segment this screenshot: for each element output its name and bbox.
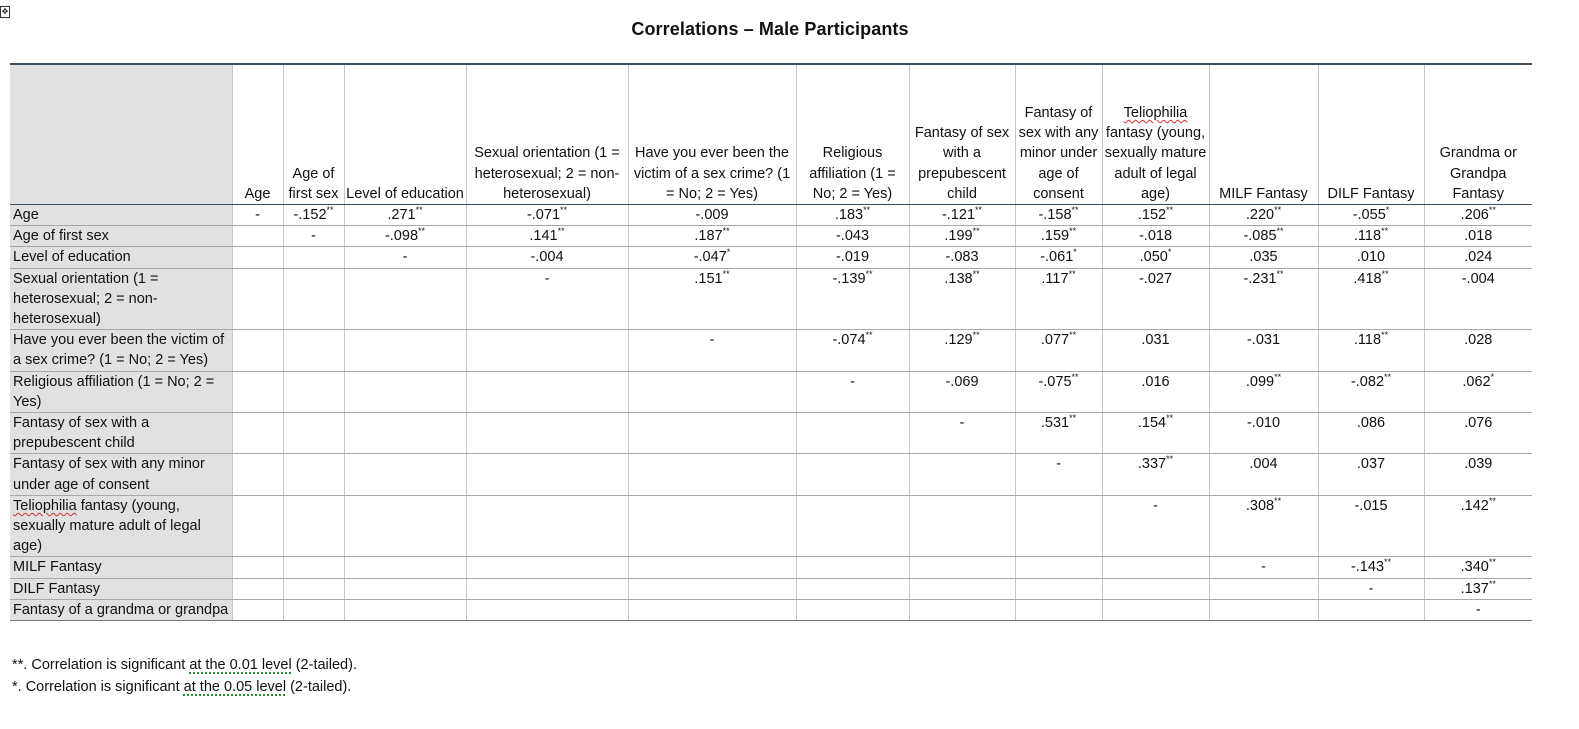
- table-cell: [283, 371, 344, 412]
- table-cell: -.098**: [344, 226, 466, 247]
- table-cell: [283, 599, 344, 620]
- footnote-text: (2-tailed).: [291, 657, 357, 673]
- column-header: DILF Fantasy: [1318, 64, 1424, 205]
- significance-marker: **: [1274, 496, 1282, 507]
- table-cell: [466, 599, 628, 620]
- table-cell: [232, 268, 283, 330]
- table-cell: -.074**: [796, 330, 909, 371]
- table-cell: [232, 557, 283, 578]
- table-row: [10, 371, 1532, 412]
- significance-marker: *: [1385, 205, 1390, 216]
- table-cell: .129**: [909, 330, 1015, 371]
- table-row: [10, 330, 1532, 371]
- table-move-handle-icon[interactable]: ✥: [1, 7, 9, 16]
- table-cell: -: [909, 413, 1015, 454]
- row-label: Teliophilia fantasy (young, sexually mature adult of legal age): [10, 495, 232, 557]
- column-header: Level of education: [344, 64, 466, 205]
- table-cell: [283, 330, 344, 371]
- table-cell: .152**: [1102, 205, 1209, 226]
- column-header: Age: [232, 64, 283, 205]
- table-cell: .418**: [1318, 268, 1424, 330]
- table-cell: -: [1015, 454, 1102, 495]
- table-cell: -.085**: [1209, 226, 1318, 247]
- significance-marker: **: [1276, 268, 1284, 279]
- table-cell: .159**: [1015, 226, 1102, 247]
- table-cell: .039: [1424, 454, 1532, 495]
- table-row: [10, 599, 1532, 620]
- significance-marker: **: [865, 330, 873, 341]
- significance-marker: **: [418, 226, 426, 237]
- significance-marker: **: [722, 268, 730, 279]
- table-cell: [344, 413, 466, 454]
- significance-marker: *: [1490, 371, 1495, 382]
- table-cell: .086: [1318, 413, 1424, 454]
- table-row: [10, 226, 1532, 247]
- table-cell: .154**: [1102, 413, 1209, 454]
- table-cell: .018: [1424, 226, 1532, 247]
- table-row: [10, 268, 1532, 330]
- table-cell: .308**: [1209, 495, 1318, 557]
- column-header: Sexual orientation (1 = heterosexual; 2 = non-heterosexual): [466, 64, 628, 205]
- footnote-text: . Correlation is significant: [23, 657, 190, 673]
- footnote-marker: **: [12, 657, 24, 673]
- column-header: MILF Fantasy: [1209, 64, 1318, 205]
- table-cell: .187**: [628, 226, 796, 247]
- table-row: [10, 247, 1532, 268]
- table-cell: -.004: [466, 247, 628, 268]
- significance-marker: **: [1488, 496, 1496, 507]
- table-cell: [1102, 599, 1209, 620]
- table-cell: [1209, 599, 1318, 620]
- spellcheck-flag: Teliophilia: [13, 497, 77, 514]
- table-cell: [1318, 599, 1424, 620]
- table-cell: .340**: [1424, 557, 1532, 578]
- table-cell: .004: [1209, 454, 1318, 495]
- significance-marker: **: [1068, 268, 1076, 279]
- significance-marker: **: [560, 205, 568, 216]
- table-cell: -.152**: [283, 205, 344, 226]
- table-cell: -.069: [909, 371, 1015, 412]
- table-cell: -.075**: [1015, 371, 1102, 412]
- table-cell: [466, 330, 628, 371]
- table-cell: .031: [1102, 330, 1209, 371]
- footnote-underlined-text: at the 0.01 level: [189, 657, 292, 673]
- table-cell: -: [796, 371, 909, 412]
- table-cell: [796, 599, 909, 620]
- column-header: Fantasy of sex with a prepubescent child: [909, 64, 1015, 205]
- column-header: Teliophilia fantasy (young, sexually mature adult of legal age): [1102, 64, 1209, 205]
- table-row: [10, 454, 1532, 495]
- table-cell: -: [1102, 495, 1209, 557]
- table-cell: .137**: [1424, 578, 1532, 599]
- table-cell: [344, 371, 466, 412]
- table-cell: .142**: [1424, 495, 1532, 557]
- significance-marker: **: [415, 205, 423, 216]
- footnote-p01: [12, 657, 357, 673]
- table-cell: [466, 557, 628, 578]
- significance-marker: **: [1069, 330, 1077, 341]
- table-cell: -.139**: [796, 268, 909, 330]
- table-cell: .024: [1424, 247, 1532, 268]
- table-cell: -.055*: [1318, 205, 1424, 226]
- table-cell: -: [283, 226, 344, 247]
- table-cell: [628, 413, 796, 454]
- table-cell: [344, 495, 466, 557]
- table-cell: [232, 247, 283, 268]
- table-cell: .050*: [1102, 247, 1209, 268]
- table-cell: .141**: [466, 226, 628, 247]
- significance-marker: **: [1166, 413, 1174, 424]
- row-label: Fantasy of sex with any minor under age of consent: [10, 454, 232, 495]
- table-cell: -.061*: [1015, 247, 1102, 268]
- table-cell: [232, 413, 283, 454]
- significance-marker: **: [557, 226, 565, 237]
- table-cell: [1015, 578, 1102, 599]
- significance-marker: **: [1166, 205, 1174, 216]
- table-cell: .271**: [344, 205, 466, 226]
- table-cell: [466, 454, 628, 495]
- row-label: Sexual orientation (1 = heterosexual; 2 = non-heterosexual): [10, 268, 232, 330]
- column-header: Age of first sex: [283, 64, 344, 205]
- significance-marker: *: [1167, 247, 1172, 258]
- table-cell: .151**: [628, 268, 796, 330]
- significance-marker: *: [1073, 247, 1077, 258]
- table-cell: [466, 371, 628, 412]
- table-cell: -.082**: [1318, 371, 1424, 412]
- table-cell: -.010: [1209, 413, 1318, 454]
- table-cell: .010: [1318, 247, 1424, 268]
- column-header: Religious affiliation (1 = No; 2 = Yes): [796, 64, 909, 205]
- significance-marker: **: [972, 268, 980, 279]
- significance-marker: **: [1381, 226, 1389, 237]
- table-cell: [628, 599, 796, 620]
- table-cell: [344, 454, 466, 495]
- table-cell: [344, 578, 466, 599]
- table-cell: -.018: [1102, 226, 1209, 247]
- table-cell: .035: [1209, 247, 1318, 268]
- row-label: DILF Fantasy: [10, 578, 232, 599]
- table-body: [10, 205, 1532, 621]
- significance-marker: **: [1274, 371, 1282, 382]
- row-label: Have you ever been the victim of a sex crime? (1 = No; 2 = Yes): [10, 330, 232, 371]
- table-cell: -: [1209, 557, 1318, 578]
- table-cell: -.047*: [628, 247, 796, 268]
- table-cell: .016: [1102, 371, 1209, 412]
- table-cell: .118**: [1318, 226, 1424, 247]
- significance-marker: **: [1071, 205, 1079, 216]
- significance-marker: **: [863, 205, 871, 216]
- row-label: Level of education: [10, 247, 232, 268]
- row-label: Fantasy of sex with a prepubescent child: [10, 413, 232, 454]
- table-cell: -.143**: [1318, 557, 1424, 578]
- table-row: [10, 413, 1532, 454]
- table-row: [10, 205, 1532, 226]
- table-cell: [283, 557, 344, 578]
- table-cell: -: [1424, 599, 1532, 620]
- header-row: [10, 64, 1532, 205]
- table-row: [10, 578, 1532, 599]
- significance-marker: **: [1488, 578, 1496, 589]
- table-cell: [909, 557, 1015, 578]
- table-cell: .183**: [796, 205, 909, 226]
- footnote-text: . Correlation is significant: [17, 679, 184, 695]
- table-cell: [466, 495, 628, 557]
- table-cell: [466, 413, 628, 454]
- table-cell: .531**: [1015, 413, 1102, 454]
- table-cell: -: [344, 247, 466, 268]
- column-header: Have you ever been the victim of a sex crime? (1 = No; 2 = Yes): [628, 64, 796, 205]
- table-cell: -.121**: [909, 205, 1015, 226]
- table-cell: -: [232, 205, 283, 226]
- correlation-table: [10, 63, 1532, 621]
- table-cell: .037: [1318, 454, 1424, 495]
- table-cell: [283, 454, 344, 495]
- table-cell: [628, 495, 796, 557]
- row-label: Age of first sex: [10, 226, 232, 247]
- corner-cell: [10, 64, 232, 205]
- table-cell: [344, 268, 466, 330]
- row-label: MILF Fantasy: [10, 557, 232, 578]
- table-cell: .138**: [909, 268, 1015, 330]
- table-title: Correlations – Male Participants: [631, 19, 909, 39]
- table-cell: -.009: [628, 205, 796, 226]
- significance-marker: **: [1276, 226, 1284, 237]
- table-cell: .337**: [1102, 454, 1209, 495]
- table-cell: [283, 247, 344, 268]
- significance-marker: **: [1069, 226, 1077, 237]
- table-cell: [909, 578, 1015, 599]
- footnote-underlined-text: at the 0.05 level: [183, 679, 287, 695]
- table-cell: [232, 599, 283, 620]
- row-label: Fantasy of a grandma or grandpa: [10, 599, 232, 620]
- table-cell: [283, 268, 344, 330]
- table-cell: .206**: [1424, 205, 1532, 226]
- table-cell: [1102, 557, 1209, 578]
- table-cell: [796, 454, 909, 495]
- table-row: [10, 495, 1532, 557]
- footnote-p05: [12, 679, 351, 695]
- table-cell: [344, 599, 466, 620]
- table-cell: [232, 330, 283, 371]
- table-cell: [466, 578, 628, 599]
- table-cell: [1015, 557, 1102, 578]
- table-cell: [232, 454, 283, 495]
- table-cell: [232, 226, 283, 247]
- significance-marker: **: [1166, 454, 1174, 465]
- significance-marker: **: [1384, 557, 1392, 568]
- table-cell: [909, 454, 1015, 495]
- column-header: Fantasy of sex with any minor under age of consent: [1015, 64, 1102, 205]
- table-cell: -.019: [796, 247, 909, 268]
- table-cell: [232, 495, 283, 557]
- significance-marker: **: [972, 330, 980, 341]
- table-cell: [283, 578, 344, 599]
- table-cell: -.083: [909, 247, 1015, 268]
- column-header: Grandma or Grandpa Fantasy: [1424, 64, 1532, 205]
- footnote-text: (2-tailed).: [286, 679, 352, 695]
- table-cell: -.027: [1102, 268, 1209, 330]
- table-cell: .117**: [1015, 268, 1102, 330]
- table-cell: -: [1318, 578, 1424, 599]
- table-cell: -: [466, 268, 628, 330]
- table-cell: [1015, 495, 1102, 557]
- table-cell: -.158**: [1015, 205, 1102, 226]
- table-cell: .077**: [1015, 330, 1102, 371]
- significance-marker: **: [975, 205, 983, 216]
- table-row: [10, 557, 1532, 578]
- table-cell: .099**: [1209, 371, 1318, 412]
- table-cell: [283, 413, 344, 454]
- table-cell: .220**: [1209, 205, 1318, 226]
- table-cell: [344, 557, 466, 578]
- table-cell: [1102, 578, 1209, 599]
- significance-marker: **: [972, 226, 980, 237]
- significance-marker: **: [1384, 371, 1392, 382]
- table-cell: .076: [1424, 413, 1532, 454]
- table-cell: -.004: [1424, 268, 1532, 330]
- table-cell: [909, 599, 1015, 620]
- footnote-marker: *: [12, 679, 18, 695]
- table-cell: [796, 413, 909, 454]
- spellcheck-flag: Teliophilia: [1123, 104, 1188, 121]
- table-cell: [796, 495, 909, 557]
- significance-marker: **: [1488, 205, 1496, 216]
- table-cell: [796, 557, 909, 578]
- table-cell: .199**: [909, 226, 1015, 247]
- table-cell: [344, 330, 466, 371]
- significance-marker: **: [1069, 413, 1077, 424]
- table-cell: -: [628, 330, 796, 371]
- table-cell: .028: [1424, 330, 1532, 371]
- table-cell: [232, 578, 283, 599]
- table-cell: -.043: [796, 226, 909, 247]
- table-cell: -.231**: [1209, 268, 1318, 330]
- table-cell: [628, 454, 796, 495]
- table-cell: -.031: [1209, 330, 1318, 371]
- table-cell: [1209, 578, 1318, 599]
- significance-marker: **: [1381, 330, 1389, 341]
- significance-marker: **: [1071, 371, 1079, 382]
- table-cell: .062*: [1424, 371, 1532, 412]
- significance-marker: **: [1274, 205, 1282, 216]
- significance-marker: **: [1381, 268, 1389, 279]
- table-cell: [628, 578, 796, 599]
- table-cell: [1015, 599, 1102, 620]
- row-label: Age: [10, 205, 232, 226]
- significance-marker: *: [726, 247, 731, 258]
- table-cell: -.015: [1318, 495, 1424, 557]
- row-label: Religious affiliation (1 = No; 2 = Yes): [10, 371, 232, 412]
- table-cell: [628, 371, 796, 412]
- table-cell: -.071**: [466, 205, 628, 226]
- table-cell: [232, 371, 283, 412]
- significance-marker: **: [1488, 557, 1496, 568]
- table-cell: [796, 578, 909, 599]
- significance-marker: **: [722, 226, 730, 237]
- significance-marker: **: [326, 205, 334, 216]
- table-cell: [909, 495, 1015, 557]
- table-cell: [283, 495, 344, 557]
- table-cell: .118**: [1318, 330, 1424, 371]
- significance-marker: **: [865, 268, 873, 279]
- table-cell: [628, 557, 796, 578]
